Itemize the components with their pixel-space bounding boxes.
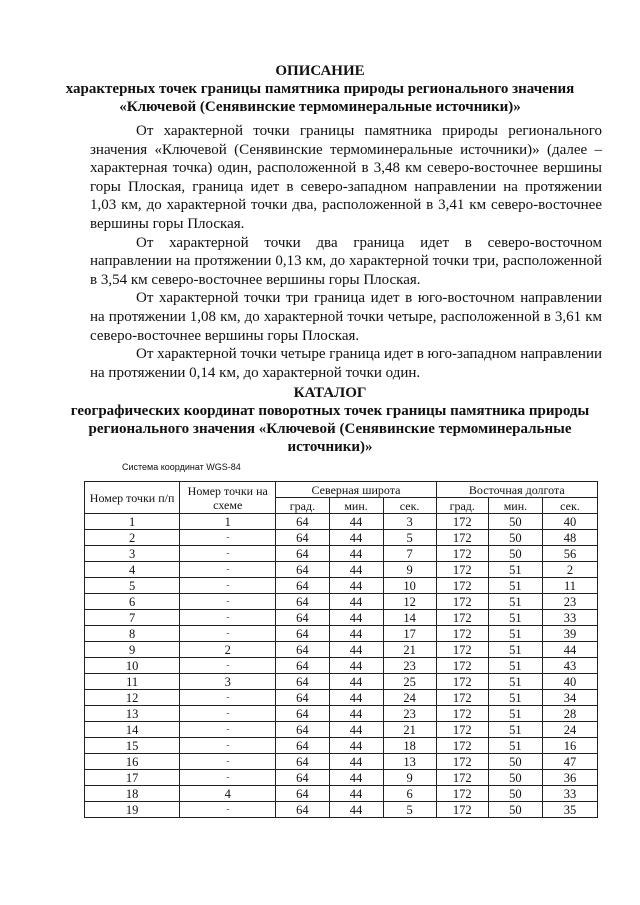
table-cell: 19 (85, 802, 180, 818)
table-cell: 44 (329, 530, 383, 546)
table-cell: 17 (383, 626, 436, 642)
table-cell: 9 (383, 562, 436, 578)
table-cell: 3 (180, 674, 276, 690)
table-row (85, 514, 598, 530)
table-cell: 4 (180, 786, 276, 802)
table-cell: 51 (488, 706, 542, 722)
table-cell: 44 (329, 514, 383, 530)
table-cell: - (180, 754, 276, 770)
table-cell: 172 (436, 626, 488, 642)
table-cell: 51 (488, 562, 542, 578)
header-east-longitude: Восточная долгота (436, 482, 597, 498)
table-cell: - (180, 738, 276, 754)
table-cell: 44 (329, 546, 383, 562)
table-cell: 51 (488, 722, 542, 738)
paragraph: От характерной точки два граница идет в северо-восточном направлении на протяжении 0,13 км, до характерной точки три, расположенной в 3,54 км северо-восточнее вершины горы Плоская. (90, 234, 602, 288)
table-cell: - (180, 658, 276, 674)
catalog-subtitle-3: источники)» (287, 439, 373, 455)
table-cell: 64 (276, 578, 329, 594)
table-cell: 35 (542, 802, 597, 818)
table-cell: 50 (488, 802, 542, 818)
table-cell: 1 (180, 514, 276, 530)
table-cell: 14 (383, 610, 436, 626)
table-cell: 50 (488, 530, 542, 546)
table-cell: 44 (329, 770, 383, 786)
table-row (85, 706, 598, 722)
table-cell: 64 (276, 738, 329, 754)
table-cell: 48 (542, 530, 597, 546)
table-cell: 50 (488, 770, 542, 786)
catalog-heading (60, 384, 600, 456)
table-cell: 7 (85, 610, 180, 626)
table-row (85, 722, 598, 738)
table-cell: 64 (276, 690, 329, 706)
table-cell: 56 (542, 546, 597, 562)
table-cell: 44 (329, 610, 383, 626)
table-cell: 13 (85, 706, 180, 722)
table-cell: 12 (85, 690, 180, 706)
table-cell: 5 (383, 802, 436, 818)
table-row (85, 562, 598, 578)
table-cell: 50 (488, 786, 542, 802)
table-cell: 25 (383, 674, 436, 690)
table-cell: - (180, 530, 276, 546)
table-cell: 172 (436, 674, 488, 690)
table-cell: 44 (329, 578, 383, 594)
table-cell: 9 (85, 642, 180, 658)
table-cell: 64 (276, 610, 329, 626)
table-cell: 51 (488, 642, 542, 658)
table-cell: 44 (329, 722, 383, 738)
table-cell: 172 (436, 722, 488, 738)
table-cell: 51 (488, 658, 542, 674)
header-scheme-no: Номер точки на схеме (180, 482, 276, 514)
table-cell: 44 (329, 706, 383, 722)
table-cell: 11 (542, 578, 597, 594)
table-cell: 50 (488, 514, 542, 530)
table-cell: 64 (276, 674, 329, 690)
table-cell: 64 (276, 546, 329, 562)
table-cell: - (180, 706, 276, 722)
table-cell: 5 (85, 578, 180, 594)
table-cell: 50 (488, 754, 542, 770)
paragraph: От характерной точки четыре граница идет в юго-западном направлении на протяжении 0,14 км, до характерной точки один. (90, 346, 602, 381)
header-lon-sec: сек. (542, 498, 597, 514)
table-cell: - (180, 626, 276, 642)
table-cell: 172 (436, 802, 488, 818)
table-cell: - (180, 578, 276, 594)
table-cell: 14 (85, 722, 180, 738)
coordinates-table (84, 481, 598, 818)
table-cell: 12 (383, 594, 436, 610)
table-cell: 44 (329, 658, 383, 674)
table-row (85, 610, 598, 626)
table-cell: 44 (329, 754, 383, 770)
table-cell: 47 (542, 754, 597, 770)
table-row (85, 658, 598, 674)
table-cell: 10 (85, 658, 180, 674)
table-cell: 172 (436, 642, 488, 658)
table-cell: 172 (436, 594, 488, 610)
table-cell: 51 (488, 738, 542, 754)
header-lat-sec: сек. (383, 498, 436, 514)
table-cell: 51 (488, 690, 542, 706)
description-title: ОПИСАНИЕ (275, 63, 365, 79)
table-cell: 64 (276, 754, 329, 770)
description-subtitle-1: характерных точек границы памятника природы регионального значения (65, 81, 575, 97)
table-cell: 24 (542, 722, 597, 738)
table-cell: 44 (329, 674, 383, 690)
table-cell: 6 (383, 786, 436, 802)
table-row (85, 594, 598, 610)
table-cell: 5 (383, 530, 436, 546)
table-body (85, 514, 598, 818)
table-cell: 13 (383, 754, 436, 770)
paragraph: От характерной точки три граница идет в юго-восточном направлении на протяжении 1,08 км, до характерной точки четыре, расположенной в 3,61 км северо-восточнее вершины горы Плоская. (90, 290, 602, 344)
table-cell: 51 (488, 626, 542, 642)
table-cell: 172 (436, 770, 488, 786)
table-cell: - (180, 802, 276, 818)
table-cell: 7 (383, 546, 436, 562)
table-cell: - (180, 562, 276, 578)
table-cell: 44 (329, 642, 383, 658)
table-cell: 21 (383, 642, 436, 658)
table-cell: 44 (329, 786, 383, 802)
table-cell: 51 (488, 594, 542, 610)
table-cell: 51 (488, 578, 542, 594)
table-cell: 172 (436, 706, 488, 722)
table-cell: 2 (542, 562, 597, 578)
table-cell: 2 (85, 530, 180, 546)
table-row (85, 674, 598, 690)
description-body (90, 122, 602, 382)
table-cell: 172 (436, 514, 488, 530)
table-cell: 44 (329, 626, 383, 642)
table-cell: 11 (85, 674, 180, 690)
table-cell: 64 (276, 626, 329, 642)
table-cell: 2 (180, 642, 276, 658)
table-cell: 44 (329, 690, 383, 706)
table-row (85, 754, 598, 770)
catalog-title: КАТАЛОГ (293, 385, 367, 401)
table-cell: 51 (488, 610, 542, 626)
table-cell: 4 (85, 562, 180, 578)
table-cell: - (180, 690, 276, 706)
table-cell: 64 (276, 770, 329, 786)
header-north-latitude: Северная широта (276, 482, 436, 498)
header-lat-deg: град. (276, 498, 329, 514)
table-cell: 36 (542, 770, 597, 786)
table-cell: 33 (542, 610, 597, 626)
paragraph: От характерной точки границы памятника природы регионального значения «Ключевой (Сенявинские термоминеральные источники)» (далее – характерная точка) один, расположенной в 3,48 км северо-восточнее вершины горы Плоская, граница идет в северо-западном направлении на протяжении 1,03 км, до характерной точки два, расположенной в 3,41 км северо-восточнее вершины горы Плоская. (90, 123, 602, 232)
table-cell: - (180, 546, 276, 562)
table-row (85, 626, 598, 642)
description-subtitle-2: «Ключевой (Сенявинские термоминеральные источники)» (119, 99, 521, 115)
table-cell: 9 (383, 770, 436, 786)
catalog-subtitle-2: регионального значения «Ключевой (Сенявинские термоминеральные (88, 421, 572, 437)
table-cell: 64 (276, 802, 329, 818)
table-cell: 64 (276, 530, 329, 546)
table-cell: 40 (542, 514, 597, 530)
table-cell: 64 (276, 786, 329, 802)
table-cell: 172 (436, 738, 488, 754)
table-cell: 172 (436, 578, 488, 594)
table-cell: 40 (542, 674, 597, 690)
table-row (85, 802, 598, 818)
table-cell: - (180, 770, 276, 786)
table-cell: 44 (329, 562, 383, 578)
table-cell: 39 (542, 626, 597, 642)
table-cell: 17 (85, 770, 180, 786)
description-heading (40, 62, 600, 116)
table-cell: 16 (85, 754, 180, 770)
table-cell: - (180, 594, 276, 610)
table-cell: 64 (276, 722, 329, 738)
catalog-subtitle-1: географических координат поворотных точек границы памятника природы (70, 403, 590, 419)
header-lon-min: мин. (488, 498, 542, 514)
table-cell: 44 (542, 642, 597, 658)
table-cell: 172 (436, 690, 488, 706)
table-cell: 50 (488, 546, 542, 562)
table-cell: 23 (383, 658, 436, 674)
table-cell: 64 (276, 594, 329, 610)
coordinate-system-label: Система координат WGS-84 (122, 462, 241, 472)
table-row (85, 546, 598, 562)
table-row (85, 578, 598, 594)
table-cell: 172 (436, 754, 488, 770)
table-cell: 64 (276, 562, 329, 578)
table-cell: 64 (276, 658, 329, 674)
table-row (85, 738, 598, 754)
table-cell: 28 (542, 706, 597, 722)
table-cell: 21 (383, 722, 436, 738)
table-cell: 23 (383, 706, 436, 722)
table-cell: 24 (383, 690, 436, 706)
table-cell: 1 (85, 514, 180, 530)
table-cell: 51 (488, 674, 542, 690)
table-row (85, 642, 598, 658)
table-cell: - (180, 722, 276, 738)
table-cell: 10 (383, 578, 436, 594)
table-cell: 16 (542, 738, 597, 754)
table-cell: 3 (383, 514, 436, 530)
table-cell: 18 (85, 786, 180, 802)
table-cell: 3 (85, 546, 180, 562)
table-cell: 23 (542, 594, 597, 610)
header-lat-min: мин. (329, 498, 383, 514)
table-cell: - (180, 610, 276, 626)
table-row (85, 770, 598, 786)
table-cell: 18 (383, 738, 436, 754)
table-cell: 64 (276, 642, 329, 658)
table-cell: 44 (329, 594, 383, 610)
table-cell: 43 (542, 658, 597, 674)
table-cell: 172 (436, 786, 488, 802)
header-point-no: Номер точки п/п (85, 482, 180, 514)
table-row (85, 690, 598, 706)
table-row (85, 786, 598, 802)
table-cell: 44 (329, 802, 383, 818)
table-cell: 64 (276, 706, 329, 722)
table-cell: 44 (329, 738, 383, 754)
table-cell: 6 (85, 594, 180, 610)
table-cell: 8 (85, 626, 180, 642)
table-cell: 15 (85, 738, 180, 754)
table-cell: 172 (436, 562, 488, 578)
table-cell: 172 (436, 610, 488, 626)
table-cell: 64 (276, 514, 329, 530)
table-cell: 33 (542, 786, 597, 802)
table-cell: 34 (542, 690, 597, 706)
table-row (85, 530, 598, 546)
table-cell: 172 (436, 546, 488, 562)
table-cell: 172 (436, 658, 488, 674)
table-cell: 172 (436, 530, 488, 546)
header-lon-deg: град. (436, 498, 488, 514)
